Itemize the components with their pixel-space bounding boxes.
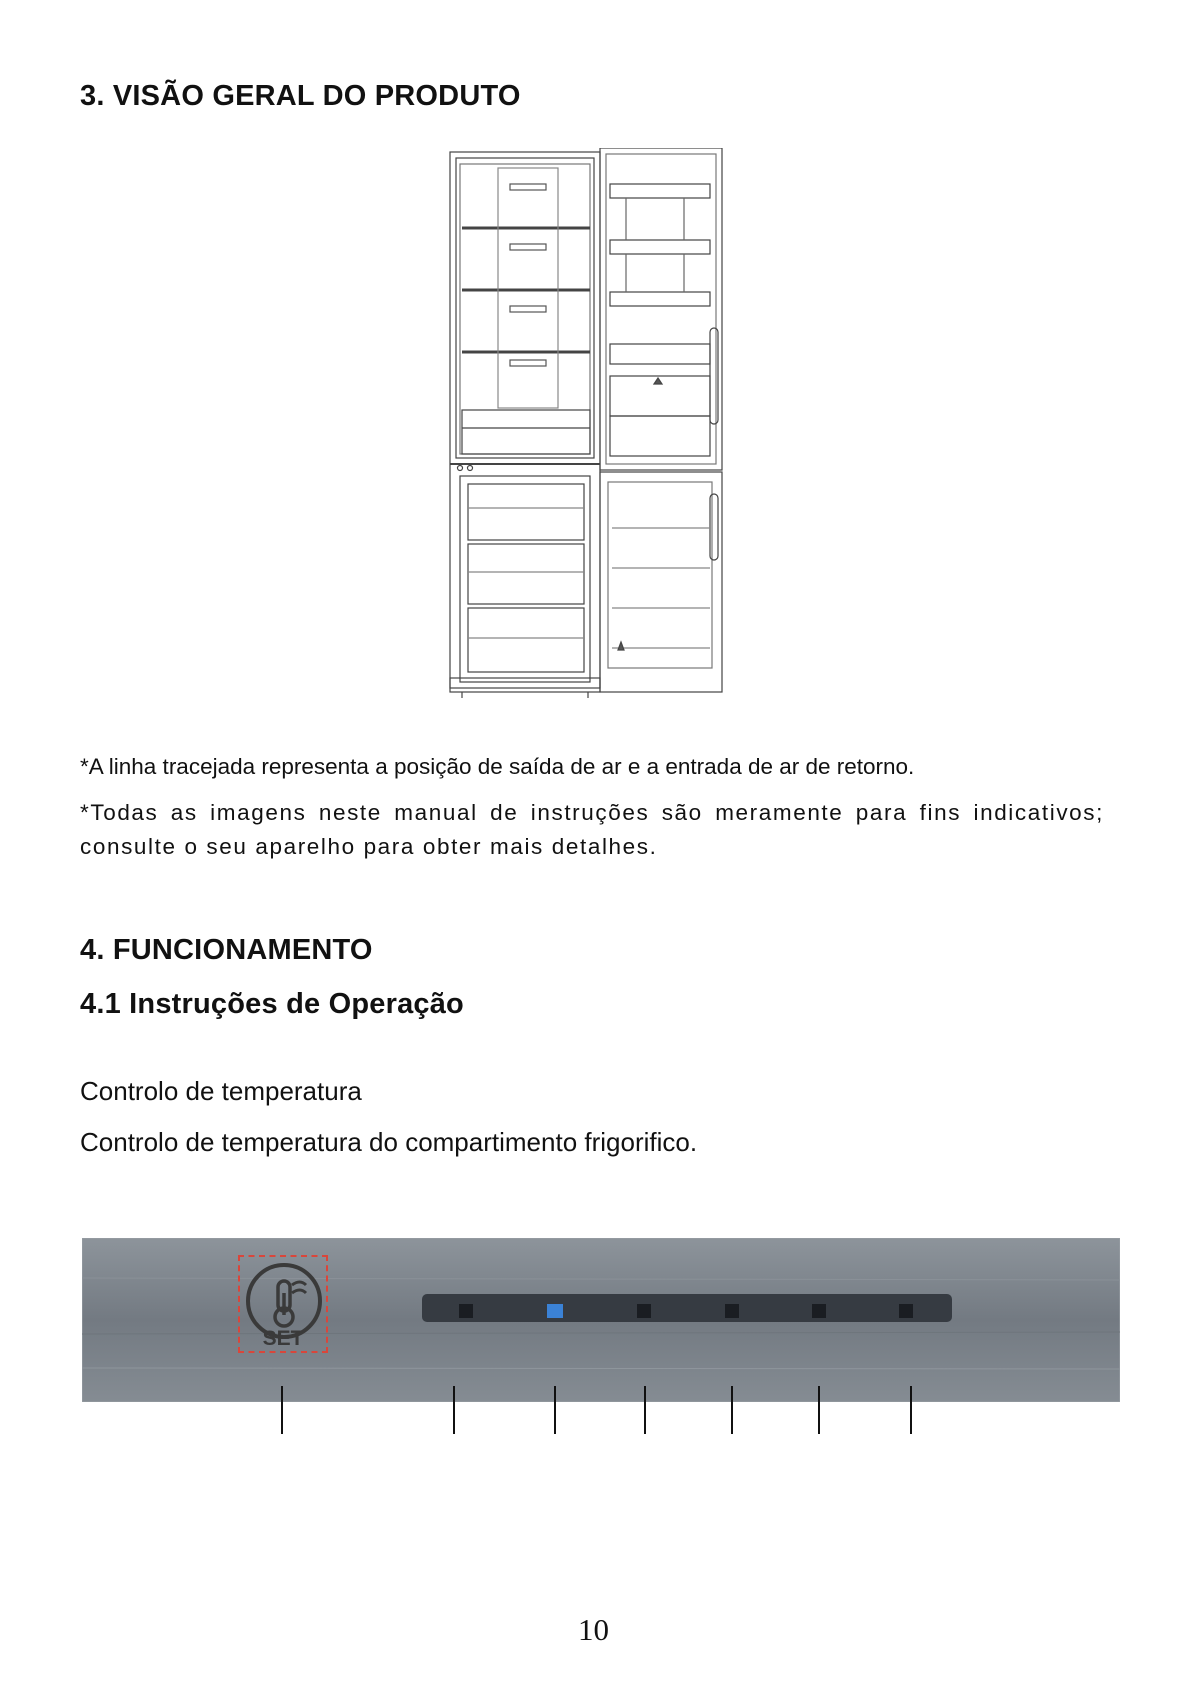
fridge-illustration	[448, 148, 744, 698]
indicator-light-active	[547, 1304, 563, 1318]
page-number: 10	[578, 1612, 609, 1647]
leader-line	[644, 1386, 646, 1434]
leader-line	[818, 1386, 820, 1434]
indicator-light	[899, 1304, 913, 1318]
leader-line	[281, 1386, 283, 1434]
indicator-light	[725, 1304, 739, 1318]
leader-line	[910, 1386, 912, 1434]
section-4-heading: 4. FUNCIONAMENTO	[80, 934, 373, 966]
indicator-light	[637, 1304, 651, 1318]
leader-line	[453, 1386, 455, 1434]
indicator-light	[812, 1304, 826, 1318]
note-images-indicative: *Todas as imagens neste manual de instruções são meramente para fins indicativos; consulte o seu aparelho para obter mais detalhes.	[80, 800, 1104, 859]
section-3-heading: 3. VISÃO GERAL DO PRODUTO	[80, 80, 521, 112]
paragraph-temperature-control: Controlo de temperatura	[80, 1076, 362, 1106]
section-4-1-heading: 4.1 Instruções de Operação	[80, 988, 464, 1020]
paragraph-fridge-temperature-control: Controlo de temperatura do compartimento frigorifico.	[80, 1127, 698, 1157]
leader-line	[731, 1386, 733, 1434]
set-button[interactable]	[238, 1255, 328, 1353]
set-label: SET	[262, 1327, 304, 1350]
indicator-light	[459, 1304, 473, 1318]
leader-line	[554, 1386, 556, 1434]
note-air-position: *A linha tracejada representa a posição de saída de ar e a entrada de ar de retorno.	[80, 754, 915, 779]
